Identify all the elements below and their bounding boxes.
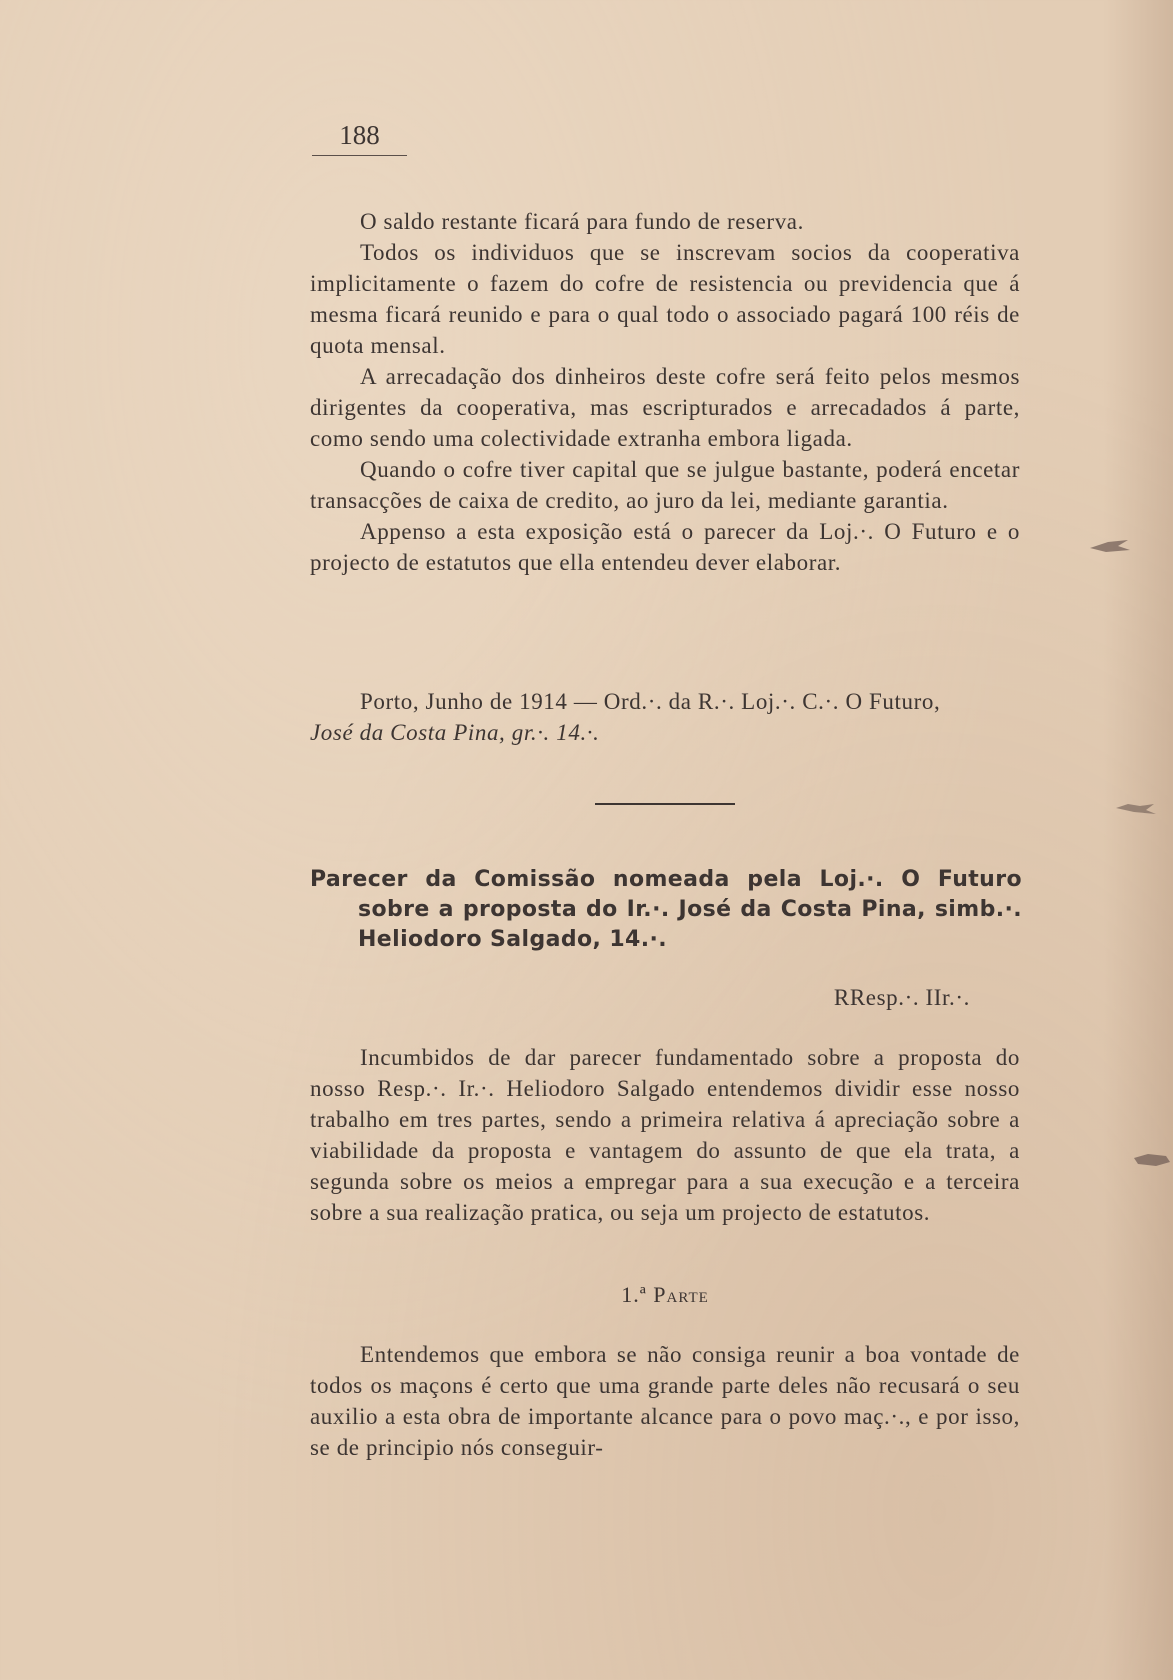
- paragraph-cofre: Quando o cofre tiver capital que se julgue bastante, poderá encetar transacções de caixa de credito, ao juro da lei, mediante garantia.: [310, 457, 1020, 513]
- page-edge-shadow: [1103, 0, 1173, 1680]
- date-line: Porto, Junho de 1914 — Ord.·. da R.·. Loj.·. C.·. O Futuro,: [360, 689, 941, 714]
- paragraph-individuos: Todos os individuos que se inscrevam socios da cooperativa implicitamente o fazem do cofre de resistencia ou previdencia que á mesma ficará reunido e para o qual todo o associado pagará 100 réis de quota mensal.: [310, 240, 1020, 358]
- paragraph-appenso: Appenso a esta exposição está o parecer da Loj.·. O Futuro e o projecto de estatutos que ella entendeu dever elaborar.: [310, 519, 1020, 575]
- page-tab-mark-icon: [1114, 798, 1158, 818]
- page-tab-mark-icon: [1088, 536, 1132, 556]
- salutation: RResp.·. IIr.·.: [833, 985, 970, 1010]
- paragraph-saldo: O saldo restante ficará para fundo de reserva.: [360, 209, 804, 234]
- part-number: 1.ª: [621, 1282, 647, 1307]
- intro-text: [310, 1042, 1020, 1228]
- section-heading: Parecer da Comissão nomeada pela Loj.·. O Futuro sobre a proposta do Ir.·. José da Costa Pina, simb.·. Heliodoro Salgado, 14.·.: [310, 867, 1022, 952]
- paragraph-incumbidos: Incumbidos de dar parecer fundamentado sobre a proposta do nosso Resp.·. Ir.·. Heliodoro Salgado entendemos dividir esse nosso trabalho em tres partes, sendo a primeira relativa á apreciação sobre a viabilidade da proposta e vantagem do assunto de que ela trata, a segunda sobre os meios a empregar para a sua execução e a terceira sobre a sua realização pratica, ou seja um projecto de estatutos.: [310, 1045, 1020, 1225]
- part-one-text: [310, 1339, 1020, 1463]
- date-and-signature: [310, 686, 1020, 748]
- paragraph-arrecadacao: A arrecadação dos dinheiros deste cofre será feito pelos mesmos dirigentes da cooperativa, mas escripturados e arrecadados á parte, como sendo uma colectividade extranha embora ligada.: [310, 364, 1020, 451]
- paragraph-entendemos: Entendemos que embora se não consiga reunir a boa vontade de todos os maçons é certo que uma grande parte deles não recusará o seu auxilio a esta obra de importante alcance para o povo maç.·., e por isso, se de principio nós conseguir-: [310, 1342, 1020, 1460]
- section-divider: [595, 803, 735, 805]
- part-label: Parte: [653, 1282, 709, 1307]
- page-number: 188: [312, 120, 407, 156]
- part-heading: [310, 1282, 1020, 1308]
- signature: José da Costa Pina, gr.·. 14.·.: [310, 720, 600, 745]
- page-tab-mark-icon: [1130, 1150, 1173, 1170]
- opening-text: [310, 206, 1020, 578]
